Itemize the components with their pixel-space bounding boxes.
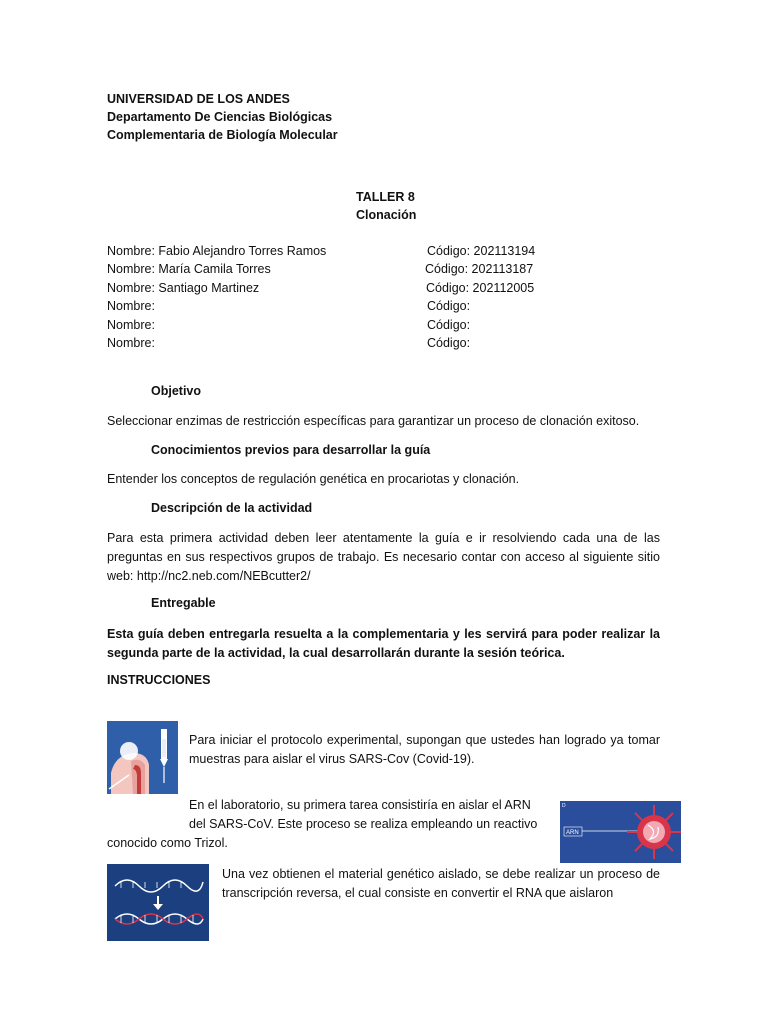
student-name: Nombre: Fabio Alejandro Torres Ramos [107, 244, 327, 258]
section-heading-instrucciones: INSTRUCCIONES [107, 673, 211, 687]
instruction-paragraph-1: Para iniciar el protocolo experimental, supongan que ustedes han logrado ya tomar muestras para aislar el virus SARS-Cov (Covid-19). [189, 733, 660, 766]
student-code: Código: [427, 299, 471, 313]
student-code: Código: 202113194 [427, 244, 536, 258]
student-code: Código: 202113187 [425, 262, 534, 276]
reverse-transcription-illustration [107, 864, 209, 941]
student-code: Código: [427, 336, 471, 350]
section-heading-descripcion: Descripción de la actividad [151, 501, 313, 515]
student-name: Nombre: [107, 336, 155, 350]
objetivo-text: Seleccionar enzimas de restricción específicas para garantizar un proceso de clonación exitoso. [107, 414, 640, 428]
arn-label: ARN [566, 830, 579, 836]
student-code: Código: [427, 318, 471, 332]
descripcion-text: Para esta primera actividad deben leer atentamente la guía e ir resolviendo cada una de las preguntas en sus respectivos grupos de trabajo. Es necesario contar con acceso al siguiente sitio web: http://nc2.neb.com/NEBcutter2/ [107, 531, 660, 583]
instruction-paragraph-2-line1: En el laboratorio, su primera tarea consistiría en aislar el ARN [189, 798, 531, 812]
instruction-paragraph-2-line3: conocido como Trizol. [107, 836, 228, 850]
student-name: Nombre: [107, 299, 155, 313]
student-name: Nombre: María Camila Torres [107, 262, 271, 276]
student-name: Nombre: [107, 318, 155, 332]
instruction-paragraph-2-line2: del SARS-CoV. Este proceso se realiza empleando un reactivo [189, 817, 538, 831]
section-heading-entregable: Entregable [151, 596, 216, 610]
workshop-title: TALLER 8 [356, 190, 415, 204]
virus-icon [560, 801, 681, 863]
university-name: UNIVERSIDAD DE LOS ANDES [107, 92, 290, 106]
student-code: Código: 202112005 [426, 281, 535, 295]
student-name: Nombre: Santiago Martinez [107, 281, 260, 295]
instruction-paragraph-3: Una vez obtienen el material genético aislado, se debe realizar un proceso de transcripción reversa, el cual consiste en convertir el RNA que aislaron [222, 867, 660, 900]
dna-icon [107, 864, 209, 941]
department-name: Departamento De Ciencias Biológicas [107, 110, 333, 124]
course-name: Complementaria de Biología Molecular [107, 128, 338, 142]
section-heading-objetivo: Objetivo [151, 384, 202, 398]
workshop-subtitle: Clonación [356, 208, 417, 222]
section-heading-conocimientos: Conocimientos previos para desarrollar la guía [151, 443, 431, 457]
figure-letter: D [562, 803, 566, 809]
entregable-text: Esta guía deben entregarla resuelta a la complementaria y les servirá para poder realizar la segunda parte de la actividad, la cual desarrollarán durante la sesión teórica. [107, 627, 660, 660]
virus-rna-illustration [560, 801, 681, 863]
conocimientos-text: Entender los conceptos de regulación genética en procariotas y clonación. [107, 472, 520, 486]
swab-icon [107, 721, 178, 794]
swab-sample-illustration [107, 721, 178, 794]
